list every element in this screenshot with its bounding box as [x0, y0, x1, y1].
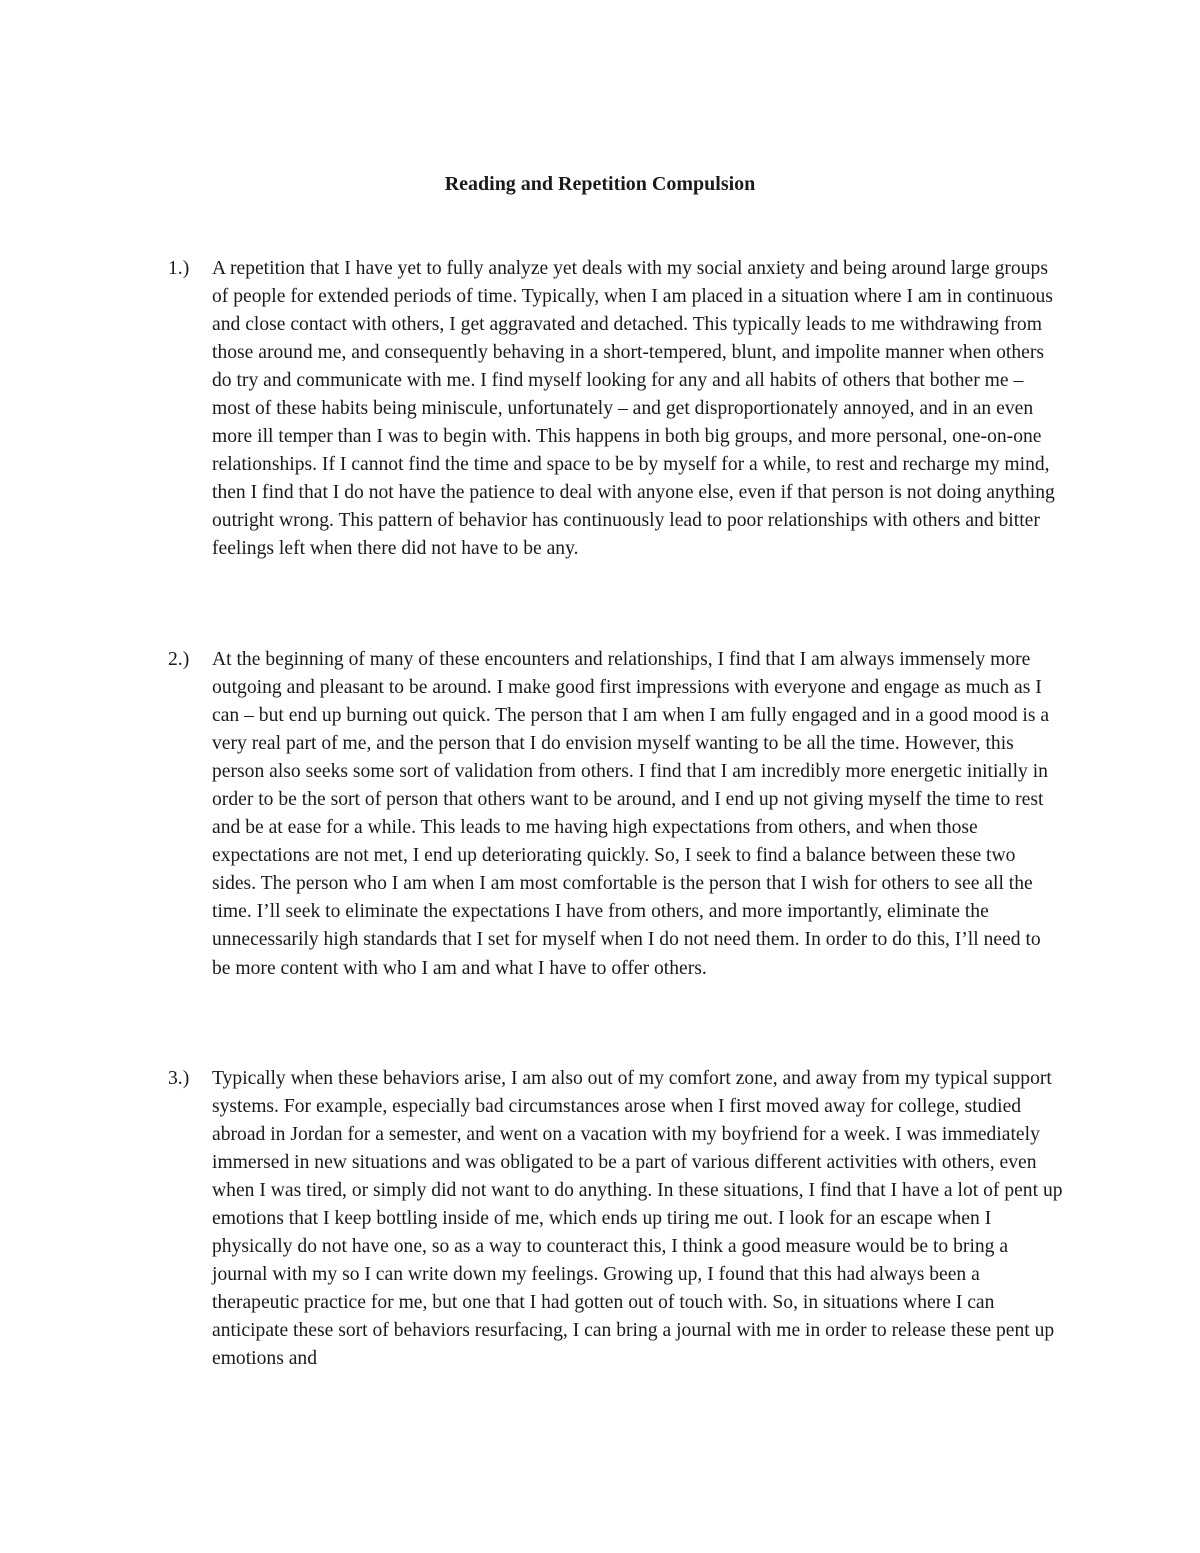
list-item [168, 1065, 1068, 1374]
list-item-number: 1.) [168, 258, 190, 279]
list-item-text: A repetition that I have yet to fully analyze yet deals with my social anxiety and being around large groups of people for extended periods of time. Typically, when I am placed in a situation where I am in continuous and close contact with others, I get aggravated and detached. This typically leads to me withdrawing from those around me, and consequently behaving in a short-tempered, blunt, and impolite manner when others do try and communicate with me. I find myself looking for any and all habits of others that bother me – most of these habits being miniscule, unfortunately – and get disproportionately annoyed, and in an even more ill temper than I was to begin with. This happens in both big groups, and more personal, one-on-one relationships. If I cannot find the time and space to be by myself for a while, to rest and recharge my mind, then I find that I do not have the patience to deal with anyone else, even if that person is not doing anything outright wrong. This pattern of behavior has continuously lead to poor relationships with others and bitter feelings left when there did not have to be any. [212, 258, 1055, 560]
list-item-number: 2.) [168, 649, 190, 670]
list-item [168, 646, 1068, 983]
document-title: Reading and Repetition Compulsion [444, 173, 756, 195]
list-item-text: At the beginning of many of these encounters and relationships, I find that I am always immensely more outgoing and pleasant to be around. I make good first impressions with everyone and engage as much as I can – but end up burning out quick. The person that I am when I am fully engaged and in a good mood is a very real part of me, and the person that I do envision myself wanting to be all the time. However, this person also seeks some sort of validation from others. I find that I am incredibly more energetic initially in order to be the sort of person that others want to be around, and I end up not giving myself the time to rest and be at ease for a while. This leads to me having high expectations from others, and when those expectations are not met, I end up deteriorating quickly. So, I seek to find a balance between these two sides. The person who I am when I am most comfortable is the person that I wish for others to see all the time. I’ll seek to eliminate the expectations I have from others, and more importantly, eliminate the unnecessarily high standards that I set for myself when I do not need them. In order to do this, I’ll need to be more content with who I am and what I have to offer others. [212, 649, 1050, 979]
list-item-text: Typically when these behaviors arise, I am also out of my comfort zone, and away from my typical support systems. For example, especially bad circumstances arose when I first moved away for college, studied abroad in Jordan for a semester, and went on a vacation with my boyfriend for a week. I was immediately immersed in new situations and was obligated to be a part of various different activities with others, even when I was tired, or simply did not want to do anything. In these situations, I find that I have a lot of pent up emotions that I keep bottling inside of me, which ends up tiring me out. I look for an escape when I physically do not have one, so as a way to counteract this, I think a good measure would be to bring a journal with my so I can write down my feelings. Growing up, I found that this had always been a therapeutic practice for me, but one that I had gotten out of touch with. So, in situations where I can anticipate these sort of behaviors resurfacing, I can bring a journal with me in order to release these pent up emotions and [212, 1068, 1063, 1370]
list-item [168, 255, 1068, 564]
list-item-number: 3.) [168, 1068, 190, 1089]
